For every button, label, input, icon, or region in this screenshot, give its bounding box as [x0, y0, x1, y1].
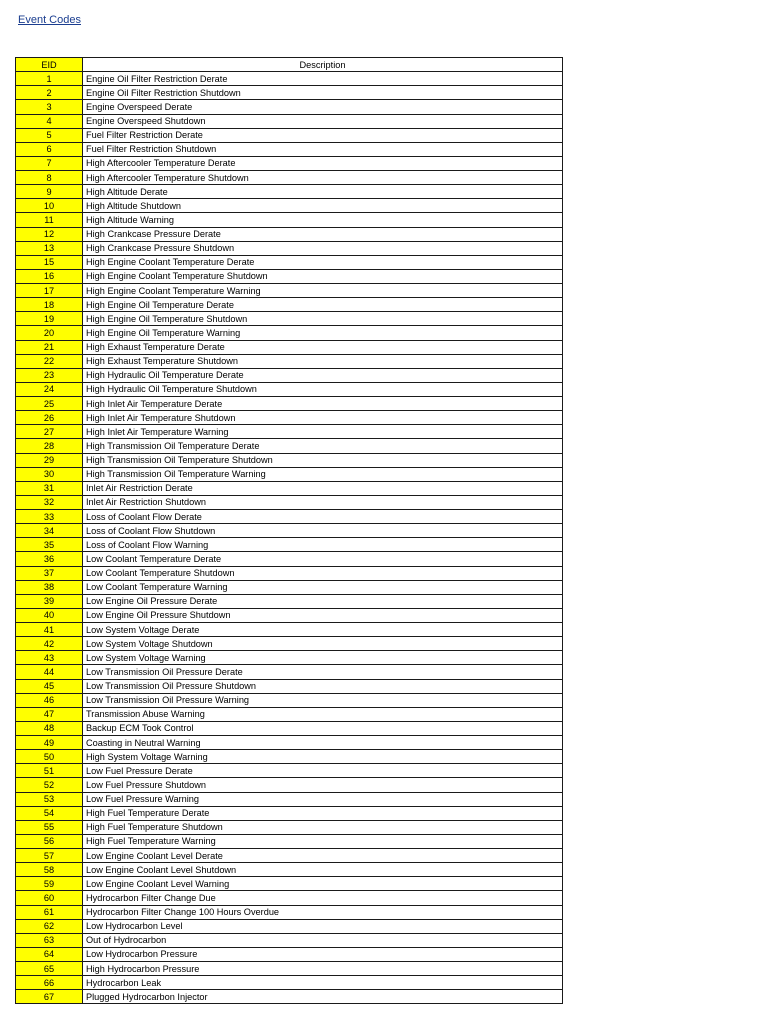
eid-cell: 18: [16, 298, 83, 312]
eid-cell: 3: [16, 100, 83, 114]
table-row: [16, 750, 563, 764]
description-column-header: Description: [83, 58, 563, 72]
description-cell: High Aftercooler Temperature Shutdown: [83, 171, 563, 185]
eid-cell: 56: [16, 834, 83, 848]
description-cell: Low Transmission Oil Pressure Shutdown: [83, 679, 563, 693]
description-cell: Low Engine Coolant Level Derate: [83, 849, 563, 863]
eid-cell: 30: [16, 467, 83, 481]
description-cell: High Inlet Air Temperature Derate: [83, 397, 563, 411]
table-row: [16, 962, 563, 976]
description-cell: Hydrocarbon Filter Change Due: [83, 891, 563, 905]
table-row: [16, 185, 563, 199]
eid-cell: 40: [16, 608, 83, 622]
description-cell: Low Coolant Temperature Shutdown: [83, 566, 563, 580]
table-row: [16, 326, 563, 340]
eid-cell: 13: [16, 241, 83, 255]
eid-cell: 67: [16, 990, 83, 1004]
eid-cell: 11: [16, 213, 83, 227]
table-row: [16, 368, 563, 382]
description-cell: Plugged Hydrocarbon Injector: [83, 990, 563, 1004]
eid-cell: 43: [16, 651, 83, 665]
eid-cell: 41: [16, 623, 83, 637]
description-cell: High Aftercooler Temperature Derate: [83, 156, 563, 170]
table-row: [16, 411, 563, 425]
table-row: [16, 72, 563, 86]
description-cell: High Transmission Oil Temperature Shutdown: [83, 453, 563, 467]
table-row: [16, 481, 563, 495]
table-row: [16, 834, 563, 848]
description-cell: High Engine Oil Temperature Warning: [83, 326, 563, 340]
table-row: [16, 608, 563, 622]
event-codes-link[interactable]: Event Codes: [18, 14, 81, 26]
description-cell: Low Engine Oil Pressure Derate: [83, 594, 563, 608]
description-cell: Fuel Filter Restriction Derate: [83, 128, 563, 142]
table-row: [16, 820, 563, 834]
eid-column-header: EID: [16, 58, 83, 72]
table-row: [16, 764, 563, 778]
description-cell: High Engine Coolant Temperature Derate: [83, 255, 563, 269]
table-row: [16, 566, 563, 580]
event-codes-table: [15, 57, 563, 1004]
eid-cell: 52: [16, 778, 83, 792]
table-row: [16, 425, 563, 439]
description-cell: High Exhaust Temperature Derate: [83, 340, 563, 354]
table-row: [16, 693, 563, 707]
description-cell: Coasting in Neutral Warning: [83, 736, 563, 750]
eid-cell: 10: [16, 199, 83, 213]
eid-cell: 33: [16, 510, 83, 524]
table-row: [16, 86, 563, 100]
table-row: [16, 976, 563, 990]
table-row: [16, 199, 563, 213]
eid-cell: 46: [16, 693, 83, 707]
table-row: [16, 933, 563, 947]
description-cell: High Transmission Oil Temperature Derate: [83, 439, 563, 453]
eid-cell: 47: [16, 707, 83, 721]
description-cell: High Hydraulic Oil Temperature Derate: [83, 368, 563, 382]
eid-cell: 60: [16, 891, 83, 905]
eid-cell: 2: [16, 86, 83, 100]
description-cell: Low Engine Oil Pressure Shutdown: [83, 608, 563, 622]
table-row: [16, 806, 563, 820]
table-row: [16, 863, 563, 877]
eid-cell: 58: [16, 863, 83, 877]
eid-cell: 26: [16, 411, 83, 425]
description-cell: Low Engine Coolant Level Warning: [83, 877, 563, 891]
eid-cell: 1: [16, 72, 83, 86]
table-row: [16, 128, 563, 142]
table-header-row: [16, 58, 563, 72]
eid-cell: 44: [16, 665, 83, 679]
description-cell: Transmission Abuse Warning: [83, 707, 563, 721]
table-row: [16, 467, 563, 481]
table-row: [16, 637, 563, 651]
description-cell: High Transmission Oil Temperature Warning: [83, 467, 563, 481]
description-cell: High Altitude Shutdown: [83, 199, 563, 213]
eid-cell: 45: [16, 679, 83, 693]
description-cell: High Altitude Derate: [83, 185, 563, 199]
description-cell: Inlet Air Restriction Derate: [83, 481, 563, 495]
eid-cell: 54: [16, 806, 83, 820]
eid-cell: 59: [16, 877, 83, 891]
eid-cell: 15: [16, 255, 83, 269]
description-cell: High Engine Oil Temperature Shutdown: [83, 312, 563, 326]
description-cell: Low Fuel Pressure Warning: [83, 792, 563, 806]
eid-cell: 64: [16, 947, 83, 961]
description-cell: High Crankcase Pressure Shutdown: [83, 241, 563, 255]
description-cell: Low System Voltage Shutdown: [83, 637, 563, 651]
eid-cell: 8: [16, 171, 83, 185]
description-cell: High Fuel Temperature Shutdown: [83, 820, 563, 834]
table-row: [16, 269, 563, 283]
table-row: [16, 382, 563, 396]
table-row: [16, 891, 563, 905]
description-cell: Engine Oil Filter Restriction Derate: [83, 72, 563, 86]
description-cell: Engine Oil Filter Restriction Shutdown: [83, 86, 563, 100]
eid-cell: 62: [16, 919, 83, 933]
eid-cell: 50: [16, 750, 83, 764]
table-row: [16, 255, 563, 269]
eid-cell: 20: [16, 326, 83, 340]
eid-cell: 65: [16, 962, 83, 976]
table-row: [16, 298, 563, 312]
description-cell: Hydrocarbon Leak: [83, 976, 563, 990]
table-row: [16, 538, 563, 552]
table-body: [16, 72, 563, 1004]
description-cell: High Inlet Air Temperature Warning: [83, 425, 563, 439]
description-cell: Low Hydrocarbon Level: [83, 919, 563, 933]
description-cell: Loss of Coolant Flow Derate: [83, 510, 563, 524]
eid-cell: 42: [16, 637, 83, 651]
table-row: [16, 114, 563, 128]
table-row: [16, 849, 563, 863]
table-row: [16, 721, 563, 735]
table-row: [16, 142, 563, 156]
table-row: [16, 156, 563, 170]
description-cell: Low Fuel Pressure Derate: [83, 764, 563, 778]
description-cell: Loss of Coolant Flow Warning: [83, 538, 563, 552]
description-cell: Out of Hydrocarbon: [83, 933, 563, 947]
description-cell: Loss of Coolant Flow Shutdown: [83, 524, 563, 538]
eid-cell: 28: [16, 439, 83, 453]
table-row: [16, 990, 563, 1004]
eid-cell: 22: [16, 354, 83, 368]
eid-cell: 19: [16, 312, 83, 326]
eid-cell: 21: [16, 340, 83, 354]
table-row: [16, 552, 563, 566]
table-row: [16, 778, 563, 792]
description-cell: Inlet Air Restriction Shutdown: [83, 495, 563, 509]
eid-cell: 48: [16, 721, 83, 735]
table-row: [16, 594, 563, 608]
eid-cell: 31: [16, 481, 83, 495]
description-cell: High Hydraulic Oil Temperature Shutdown: [83, 382, 563, 396]
eid-cell: 38: [16, 580, 83, 594]
table-row: [16, 651, 563, 665]
table-row: [16, 312, 563, 326]
eid-cell: 35: [16, 538, 83, 552]
description-cell: High Engine Oil Temperature Derate: [83, 298, 563, 312]
eid-cell: 66: [16, 976, 83, 990]
eid-cell: 29: [16, 453, 83, 467]
eid-cell: 16: [16, 269, 83, 283]
description-cell: High Hydrocarbon Pressure: [83, 962, 563, 976]
description-cell: High Fuel Temperature Warning: [83, 834, 563, 848]
eid-cell: 61: [16, 905, 83, 919]
table-row: [16, 100, 563, 114]
eid-cell: 57: [16, 849, 83, 863]
eid-cell: 7: [16, 156, 83, 170]
eid-cell: 51: [16, 764, 83, 778]
table-row: [16, 241, 563, 255]
table-row: [16, 340, 563, 354]
description-cell: Low Fuel Pressure Shutdown: [83, 778, 563, 792]
description-cell: Engine Overspeed Shutdown: [83, 114, 563, 128]
table-row: [16, 905, 563, 919]
description-cell: Low System Voltage Derate: [83, 623, 563, 637]
table-row: [16, 707, 563, 721]
table-row: [16, 947, 563, 961]
table-row: [16, 792, 563, 806]
description-cell: Hydrocarbon Filter Change 100 Hours Overdue: [83, 905, 563, 919]
table-row: [16, 510, 563, 524]
description-cell: Low System Voltage Warning: [83, 651, 563, 665]
eid-cell: 37: [16, 566, 83, 580]
table-row: [16, 524, 563, 538]
eid-cell: 4: [16, 114, 83, 128]
eid-cell: 36: [16, 552, 83, 566]
eid-cell: 63: [16, 933, 83, 947]
eid-cell: 24: [16, 382, 83, 396]
table-row: [16, 439, 563, 453]
table-row: [16, 213, 563, 227]
description-cell: High Crankcase Pressure Derate: [83, 227, 563, 241]
description-cell: High Engine Coolant Temperature Warning: [83, 284, 563, 298]
table-row: [16, 665, 563, 679]
eid-cell: 32: [16, 495, 83, 509]
table-row: [16, 679, 563, 693]
eid-cell: 49: [16, 736, 83, 750]
table-row: [16, 623, 563, 637]
eid-cell: 23: [16, 368, 83, 382]
description-cell: High System Voltage Warning: [83, 750, 563, 764]
description-cell: High Altitude Warning: [83, 213, 563, 227]
table-row: [16, 919, 563, 933]
description-cell: High Engine Coolant Temperature Shutdown: [83, 269, 563, 283]
description-cell: High Fuel Temperature Derate: [83, 806, 563, 820]
eid-cell: 55: [16, 820, 83, 834]
table-row: [16, 227, 563, 241]
eid-cell: 12: [16, 227, 83, 241]
eid-cell: 39: [16, 594, 83, 608]
eid-cell: 6: [16, 142, 83, 156]
description-cell: Low Transmission Oil Pressure Derate: [83, 665, 563, 679]
eid-cell: 53: [16, 792, 83, 806]
eid-cell: 17: [16, 284, 83, 298]
description-cell: Low Hydrocarbon Pressure: [83, 947, 563, 961]
eid-cell: 34: [16, 524, 83, 538]
table-row: [16, 397, 563, 411]
eid-cell: 5: [16, 128, 83, 142]
eid-cell: 25: [16, 397, 83, 411]
table-row: [16, 877, 563, 891]
description-cell: High Inlet Air Temperature Shutdown: [83, 411, 563, 425]
description-cell: Low Coolant Temperature Warning: [83, 580, 563, 594]
eid-cell: 9: [16, 185, 83, 199]
eid-cell: 27: [16, 425, 83, 439]
description-cell: Engine Overspeed Derate: [83, 100, 563, 114]
description-cell: Low Engine Coolant Level Shutdown: [83, 863, 563, 877]
table-row: [16, 736, 563, 750]
table-row: [16, 495, 563, 509]
table-row: [16, 284, 563, 298]
description-cell: High Exhaust Temperature Shutdown: [83, 354, 563, 368]
description-cell: Fuel Filter Restriction Shutdown: [83, 142, 563, 156]
description-cell: Low Transmission Oil Pressure Warning: [83, 693, 563, 707]
description-cell: Backup ECM Took Control: [83, 721, 563, 735]
table-row: [16, 580, 563, 594]
table-row: [16, 453, 563, 467]
description-cell: Low Coolant Temperature Derate: [83, 552, 563, 566]
table-row: [16, 171, 563, 185]
table-row: [16, 354, 563, 368]
